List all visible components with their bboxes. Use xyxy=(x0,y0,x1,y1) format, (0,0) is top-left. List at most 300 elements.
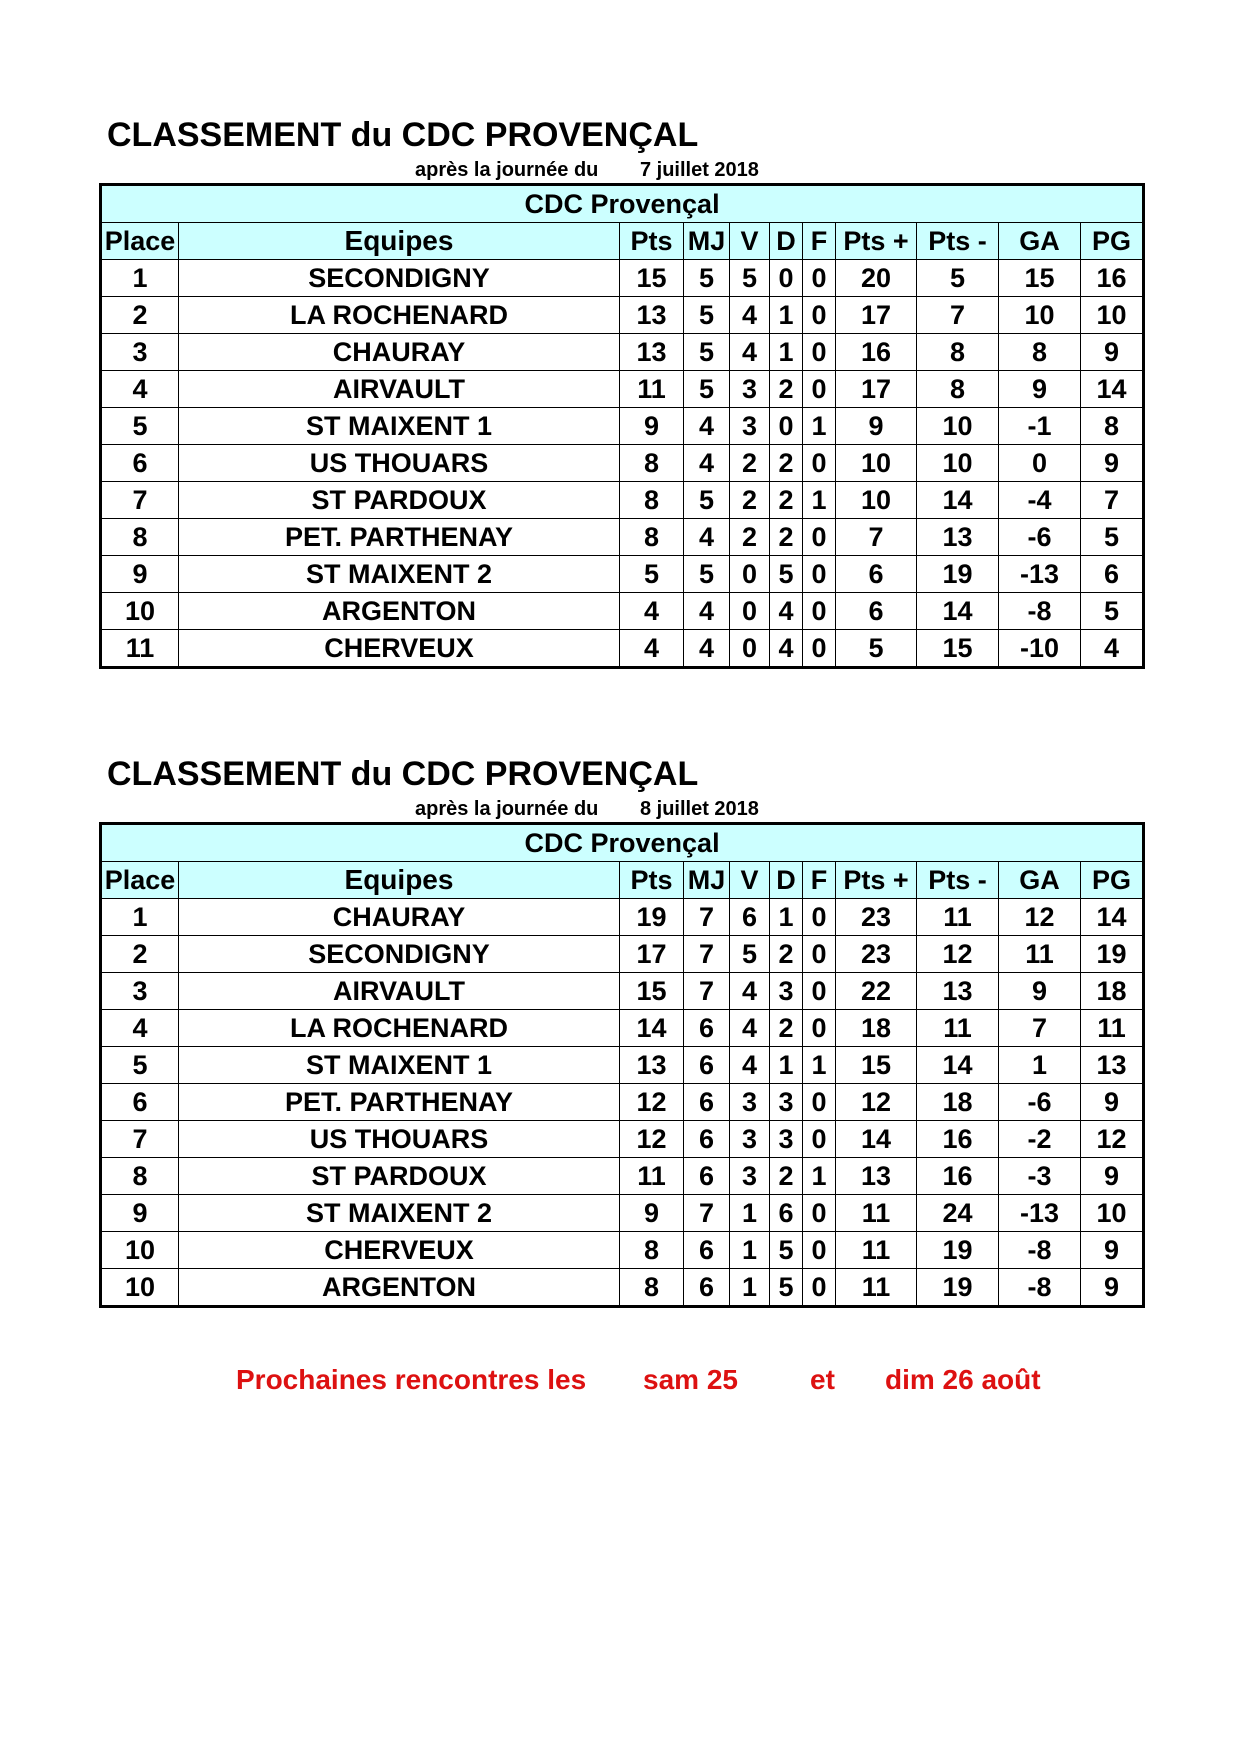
col-header-v: V xyxy=(730,223,770,260)
table-cell: 4 xyxy=(684,408,730,445)
table-cell: 1 xyxy=(803,408,836,445)
standings-rows xyxy=(101,899,1144,1307)
table-cell: 6 xyxy=(684,1232,730,1269)
table-cell: 2 xyxy=(770,482,803,519)
table-cell: 13 xyxy=(836,1158,917,1195)
table-cell: 2 xyxy=(770,519,803,556)
table-cell: 4 xyxy=(684,445,730,482)
table-row xyxy=(101,482,1144,519)
table-cell: 0 xyxy=(803,260,836,297)
table-cell: 14 xyxy=(917,482,999,519)
table-cell: -13 xyxy=(999,556,1081,593)
table-cell: 4 xyxy=(1081,630,1144,668)
table-cell: 19 xyxy=(917,556,999,593)
col-header-d: D xyxy=(770,862,803,899)
table-cell: 2 xyxy=(730,482,770,519)
table-row xyxy=(101,334,1144,371)
table-cell: 3 xyxy=(730,1158,770,1195)
table-cell: 16 xyxy=(917,1121,999,1158)
table-cell: 19 xyxy=(917,1269,999,1307)
standings-rows xyxy=(101,260,1144,668)
table-cell: 19 xyxy=(620,899,684,936)
table-row xyxy=(101,1269,1144,1307)
col-header-pts-plus: Pts + xyxy=(836,862,917,899)
table-cell: 15 xyxy=(620,973,684,1010)
col-header-mj: MJ xyxy=(684,862,730,899)
table-row xyxy=(101,519,1144,556)
table-cell: 0 xyxy=(770,260,803,297)
table-cell: 10 xyxy=(101,593,179,630)
team-name-cell: US THOUARS xyxy=(179,445,620,482)
table-cell: 4 xyxy=(101,371,179,408)
table-cell: 4 xyxy=(620,630,684,668)
table-cell: 0 xyxy=(770,408,803,445)
table-cell: 12 xyxy=(836,1084,917,1121)
table-cell: 8 xyxy=(620,1269,684,1307)
table-cell: 7 xyxy=(836,519,917,556)
table-row xyxy=(101,899,1144,936)
table-cell: 3 xyxy=(101,334,179,371)
table-cell: 15 xyxy=(836,1047,917,1084)
table-cell: 11 xyxy=(836,1232,917,1269)
team-name-cell: AIRVAULT xyxy=(179,371,620,408)
table-cell: 6 xyxy=(101,445,179,482)
team-name-cell: ST MAIXENT 1 xyxy=(179,408,620,445)
table-cell: 9 xyxy=(836,408,917,445)
col-header-f: F xyxy=(803,223,836,260)
col-header-pg: PG xyxy=(1081,223,1144,260)
table-cell: 6 xyxy=(684,1158,730,1195)
table-cell: 8 xyxy=(101,519,179,556)
table-cell: 1 xyxy=(999,1047,1081,1084)
table-cell: 8 xyxy=(999,334,1081,371)
standings-title: CLASSEMENT du CDC PROVENÇAL xyxy=(107,755,699,793)
table-row xyxy=(101,297,1144,334)
table-cell: 11 xyxy=(917,899,999,936)
table-cell: 0 xyxy=(803,1269,836,1307)
table-cell: 5 xyxy=(917,260,999,297)
table-cell: 1 xyxy=(730,1195,770,1232)
table-cell: 0 xyxy=(803,445,836,482)
table-row xyxy=(101,408,1144,445)
table-cell: 5 xyxy=(101,408,179,445)
table-cell: 12 xyxy=(1081,1121,1144,1158)
team-name-cell: ST PARDOUX xyxy=(179,482,620,519)
table-cell: 1 xyxy=(730,1232,770,1269)
table-row xyxy=(101,973,1144,1010)
table-cell: 5 xyxy=(684,482,730,519)
table-cell: 2 xyxy=(101,297,179,334)
table-cell: 5 xyxy=(620,556,684,593)
table-cell: 3 xyxy=(770,1121,803,1158)
table-cell: 0 xyxy=(803,899,836,936)
col-header-mj: MJ xyxy=(684,223,730,260)
table-cell: 10 xyxy=(1081,1195,1144,1232)
table-cell: 0 xyxy=(803,593,836,630)
table-cell: 5 xyxy=(1081,519,1144,556)
team-name-cell: LA ROCHENARD xyxy=(179,297,620,334)
table-cell: -4 xyxy=(999,482,1081,519)
table-cell: 5 xyxy=(730,260,770,297)
table-cell: 6 xyxy=(684,1269,730,1307)
subtitle-date: 8 juillet 2018 xyxy=(639,798,759,820)
table-cell: 10 xyxy=(836,445,917,482)
table-cell: 17 xyxy=(620,936,684,973)
table-cell: -13 xyxy=(999,1195,1081,1232)
table-cell: 2 xyxy=(770,1158,803,1195)
table-cell: 0 xyxy=(803,1195,836,1232)
table-cell: 8 xyxy=(620,1232,684,1269)
table-cell: 6 xyxy=(730,899,770,936)
table-cell: -10 xyxy=(999,630,1081,668)
table-row xyxy=(101,445,1144,482)
col-header-equipes: Equipes xyxy=(179,223,620,260)
table-cell: 2 xyxy=(770,1010,803,1047)
table-cell: 18 xyxy=(917,1084,999,1121)
table-row xyxy=(101,1121,1144,1158)
table-cell: 0 xyxy=(803,973,836,1010)
table-cell: 23 xyxy=(836,936,917,973)
team-name-cell: US THOUARS xyxy=(179,1121,620,1158)
table-cell: -8 xyxy=(999,593,1081,630)
table-cell: 1 xyxy=(803,1158,836,1195)
team-name-cell: PET. PARTHENAY xyxy=(179,519,620,556)
table-band: CDC Provençal xyxy=(101,185,1144,223)
table-cell: 4 xyxy=(770,630,803,668)
col-header-ga: GA xyxy=(999,862,1081,899)
table-cell: 15 xyxy=(999,260,1081,297)
table-row xyxy=(101,1195,1144,1232)
table-row xyxy=(101,936,1144,973)
col-header-d: D xyxy=(770,223,803,260)
team-name-cell: CHERVEUX xyxy=(179,1232,620,1269)
subtitle-prefix: après la journée du xyxy=(415,798,599,820)
table-cell: 23 xyxy=(836,899,917,936)
table-cell: 14 xyxy=(1081,371,1144,408)
team-name-cell: ST MAIXENT 2 xyxy=(179,1195,620,1232)
table-cell: 0 xyxy=(803,334,836,371)
table-cell: 0 xyxy=(803,519,836,556)
table-cell: 0 xyxy=(803,556,836,593)
table-cell: 0 xyxy=(730,593,770,630)
table-cell: 9 xyxy=(1081,1232,1144,1269)
table-cell: 3 xyxy=(730,1084,770,1121)
table-cell: 6 xyxy=(1081,556,1144,593)
table-cell: 15 xyxy=(917,630,999,668)
table-row xyxy=(101,556,1144,593)
table-cell: 7 xyxy=(684,899,730,936)
table-cell: 0 xyxy=(803,297,836,334)
col-header-pts: Pts xyxy=(620,862,684,899)
table-cell: 12 xyxy=(620,1121,684,1158)
table-cell: 10 xyxy=(836,482,917,519)
table-cell: 8 xyxy=(1081,408,1144,445)
table-cell: 6 xyxy=(684,1047,730,1084)
table-cell: 6 xyxy=(836,593,917,630)
table-cell: 5 xyxy=(770,1232,803,1269)
col-header-pg: PG xyxy=(1081,862,1144,899)
table-cell: 22 xyxy=(836,973,917,1010)
team-name-cell: SECONDIGNY xyxy=(179,260,620,297)
table-cell: 11 xyxy=(620,371,684,408)
footer-text: Prochaines rencontres les xyxy=(236,1364,587,1395)
table-cell: 8 xyxy=(101,1158,179,1195)
table-row xyxy=(101,1232,1144,1269)
table-cell: 11 xyxy=(917,1010,999,1047)
table-cell: 6 xyxy=(101,1084,179,1121)
table-cell: 1 xyxy=(770,1047,803,1084)
standings-table xyxy=(99,183,1145,669)
team-name-cell: ST MAIXENT 1 xyxy=(179,1047,620,1084)
table-cell: 5 xyxy=(684,334,730,371)
col-header-place: Place xyxy=(101,862,179,899)
table-cell: 10 xyxy=(1081,297,1144,334)
table-cell: 4 xyxy=(770,593,803,630)
table-cell: 11 xyxy=(836,1269,917,1307)
table-cell: 9 xyxy=(1081,1269,1144,1307)
table-cell: 3 xyxy=(770,973,803,1010)
table-cell: 11 xyxy=(1081,1010,1144,1047)
table-cell: 7 xyxy=(999,1010,1081,1047)
table-cell: 7 xyxy=(101,482,179,519)
table-cell: 0 xyxy=(803,1010,836,1047)
table-cell: 4 xyxy=(684,630,730,668)
table-cell: 14 xyxy=(917,593,999,630)
table-cell: 11 xyxy=(836,1195,917,1232)
table-row xyxy=(101,371,1144,408)
table-cell: 9 xyxy=(1081,1158,1144,1195)
team-name-cell: CHAURAY xyxy=(179,899,620,936)
table-row xyxy=(101,1084,1144,1121)
table-cell: 5 xyxy=(684,371,730,408)
team-name-cell: ARGENTON xyxy=(179,1269,620,1307)
table-cell: 5 xyxy=(770,556,803,593)
table-cell: 4 xyxy=(101,1010,179,1047)
table-cell: 4 xyxy=(730,973,770,1010)
table-cell: 24 xyxy=(917,1195,999,1232)
footer-day2: dim 26 août xyxy=(885,1364,1041,1395)
table-cell: 16 xyxy=(1081,260,1144,297)
table-cell: 6 xyxy=(836,556,917,593)
table-cell: 0 xyxy=(803,1121,836,1158)
table-cell: 2 xyxy=(730,445,770,482)
table-band: CDC Provençal xyxy=(101,824,1144,862)
table-cell: 0 xyxy=(730,630,770,668)
col-header-place: Place xyxy=(101,223,179,260)
table-cell: 7 xyxy=(684,973,730,1010)
table-cell: 9 xyxy=(101,1195,179,1232)
table-cell: 9 xyxy=(620,1195,684,1232)
standings-subtitle xyxy=(415,157,759,183)
table-cell: 11 xyxy=(101,630,179,668)
table-cell: 15 xyxy=(620,260,684,297)
team-name-cell: LA ROCHENARD xyxy=(179,1010,620,1047)
table-cell: 17 xyxy=(836,371,917,408)
table-cell: 3 xyxy=(730,371,770,408)
table-cell: -3 xyxy=(999,1158,1081,1195)
team-name-cell: CHERVEUX xyxy=(179,630,620,668)
table-cell: 12 xyxy=(917,936,999,973)
table-cell: 5 xyxy=(684,260,730,297)
table-cell: 8 xyxy=(917,334,999,371)
table-cell: 13 xyxy=(1081,1047,1144,1084)
table-cell: 1 xyxy=(101,899,179,936)
table-cell: 5 xyxy=(730,936,770,973)
table-cell: 6 xyxy=(684,1121,730,1158)
table-cell: 8 xyxy=(620,519,684,556)
table-cell: -2 xyxy=(999,1121,1081,1158)
table-cell: 7 xyxy=(684,1195,730,1232)
table-cell: 17 xyxy=(836,297,917,334)
table-cell: 6 xyxy=(770,1195,803,1232)
table-cell: 5 xyxy=(770,1269,803,1307)
table-cell: 18 xyxy=(1081,973,1144,1010)
col-header-pts: Pts xyxy=(620,223,684,260)
table-cell: 9 xyxy=(1081,334,1144,371)
table-cell: 2 xyxy=(770,371,803,408)
table-cell: 14 xyxy=(620,1010,684,1047)
col-header-v: V xyxy=(730,862,770,899)
table-cell: 3 xyxy=(730,408,770,445)
table-cell: 10 xyxy=(101,1232,179,1269)
col-header-equipes: Equipes xyxy=(179,862,620,899)
col-header-pts-plus: Pts + xyxy=(836,223,917,260)
table-cell: 9 xyxy=(999,973,1081,1010)
table-cell: 1 xyxy=(770,899,803,936)
table-cell: 14 xyxy=(917,1047,999,1084)
table-cell: 0 xyxy=(803,1084,836,1121)
table-cell: 4 xyxy=(620,593,684,630)
table-cell: 11 xyxy=(620,1158,684,1195)
table-cell: 18 xyxy=(836,1010,917,1047)
table-cell: 10 xyxy=(101,1269,179,1307)
table-cell: 9 xyxy=(1081,1084,1144,1121)
table-cell: 0 xyxy=(730,556,770,593)
table-cell: 1 xyxy=(770,334,803,371)
footer-conj: et xyxy=(810,1364,835,1395)
table-cell: 4 xyxy=(730,1047,770,1084)
table-cell: 0 xyxy=(803,630,836,668)
table-cell: 2 xyxy=(730,519,770,556)
table-cell: 13 xyxy=(917,519,999,556)
table-cell: 20 xyxy=(836,260,917,297)
team-name-cell: PET. PARTHENAY xyxy=(179,1084,620,1121)
table-cell: 5 xyxy=(684,297,730,334)
table-row xyxy=(101,1158,1144,1195)
standings-title: CLASSEMENT du CDC PROVENÇAL xyxy=(107,116,699,154)
table-cell: 3 xyxy=(101,973,179,1010)
team-name-cell: SECONDIGNY xyxy=(179,936,620,973)
team-name-cell: AIRVAULT xyxy=(179,973,620,1010)
table-cell: 14 xyxy=(1081,899,1144,936)
col-header-f: F xyxy=(803,862,836,899)
table-cell: 5 xyxy=(836,630,917,668)
table-cell: 4 xyxy=(730,334,770,371)
table-cell: 0 xyxy=(803,1232,836,1269)
footer-day1: sam 25 xyxy=(643,1364,738,1395)
table-cell: 1 xyxy=(803,482,836,519)
table-cell: 4 xyxy=(730,297,770,334)
team-name-cell: ARGENTON xyxy=(179,593,620,630)
table-cell: 13 xyxy=(917,973,999,1010)
table-cell: 1 xyxy=(803,1047,836,1084)
table-cell: -1 xyxy=(999,408,1081,445)
table-cell: 4 xyxy=(684,519,730,556)
table-cell: -6 xyxy=(999,519,1081,556)
table-cell: 14 xyxy=(836,1121,917,1158)
table-cell: 7 xyxy=(101,1121,179,1158)
table-cell: 12 xyxy=(620,1084,684,1121)
standings-table xyxy=(99,822,1145,1308)
table-cell: 5 xyxy=(1081,593,1144,630)
table-cell: 0 xyxy=(803,371,836,408)
table-cell: 13 xyxy=(620,334,684,371)
table-cell: 2 xyxy=(770,936,803,973)
table-row xyxy=(101,593,1144,630)
table-cell: 9 xyxy=(1081,445,1144,482)
next-matches-note xyxy=(0,1360,1240,1400)
table-cell: 11 xyxy=(999,936,1081,973)
table-cell: 10 xyxy=(917,445,999,482)
table-row xyxy=(101,1047,1144,1084)
team-name-cell: ST PARDOUX xyxy=(179,1158,620,1195)
table-cell: 6 xyxy=(684,1084,730,1121)
table-cell: -6 xyxy=(999,1084,1081,1121)
table-cell: 9 xyxy=(620,408,684,445)
table-cell: 7 xyxy=(1081,482,1144,519)
table-cell: 10 xyxy=(999,297,1081,334)
table-cell: 1 xyxy=(730,1269,770,1307)
table-cell: -8 xyxy=(999,1232,1081,1269)
table-cell: 19 xyxy=(1081,936,1144,973)
standings-subtitle xyxy=(415,796,759,822)
table-cell: 19 xyxy=(917,1232,999,1269)
table-cell: 5 xyxy=(101,1047,179,1084)
table-cell: 8 xyxy=(620,445,684,482)
table-cell: 8 xyxy=(620,482,684,519)
table-cell: 2 xyxy=(770,445,803,482)
table-cell: 3 xyxy=(730,1121,770,1158)
table-cell: 4 xyxy=(684,593,730,630)
table-cell: 13 xyxy=(620,297,684,334)
table-row xyxy=(101,260,1144,297)
table-cell: 8 xyxy=(917,371,999,408)
table-cell: 2 xyxy=(101,936,179,973)
table-cell: 13 xyxy=(620,1047,684,1084)
table-cell: 9 xyxy=(101,556,179,593)
table-cell: 0 xyxy=(803,936,836,973)
table-cell: 7 xyxy=(684,936,730,973)
table-cell: 12 xyxy=(999,899,1081,936)
col-header-ga: GA xyxy=(999,223,1081,260)
table-cell: 7 xyxy=(917,297,999,334)
team-name-cell: CHAURAY xyxy=(179,334,620,371)
table-cell: 9 xyxy=(999,371,1081,408)
col-header-pts-minus: Pts - xyxy=(917,862,999,899)
subtitle-prefix: après la journée du xyxy=(415,159,599,181)
table-row xyxy=(101,1010,1144,1047)
table-cell: 3 xyxy=(770,1084,803,1121)
table-cell: 10 xyxy=(917,408,999,445)
table-cell: 0 xyxy=(999,445,1081,482)
table-cell: 6 xyxy=(684,1010,730,1047)
table-cell: 16 xyxy=(836,334,917,371)
team-name-cell: ST MAIXENT 2 xyxy=(179,556,620,593)
table-cell: 1 xyxy=(770,297,803,334)
table-cell: 16 xyxy=(917,1158,999,1195)
table-cell: -8 xyxy=(999,1269,1081,1307)
col-header-pts-minus: Pts - xyxy=(917,223,999,260)
